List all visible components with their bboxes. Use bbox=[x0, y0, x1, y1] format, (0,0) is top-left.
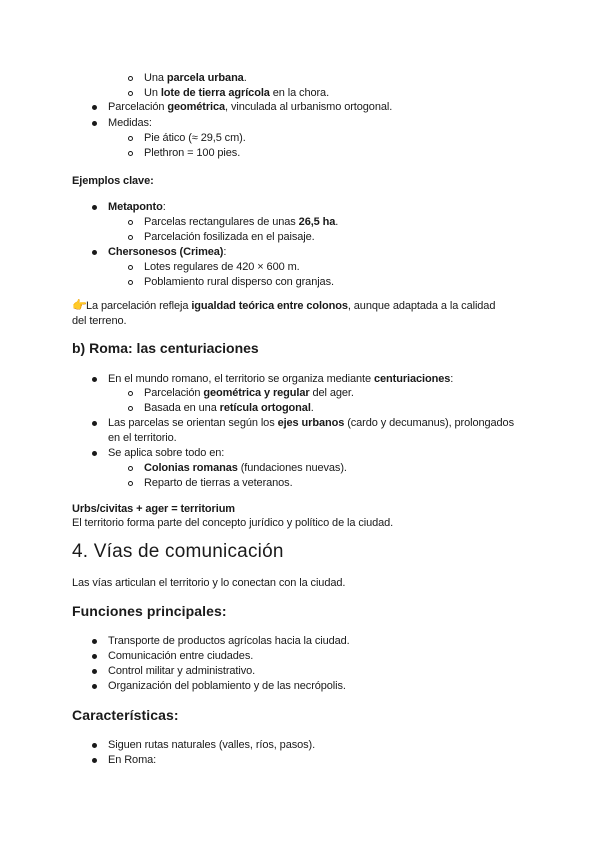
list-item: Transporte de productos agrícolas hacia la ciudad. bbox=[108, 635, 350, 647]
list-item: En Roma: bbox=[108, 754, 157, 766]
bullet bbox=[92, 451, 97, 456]
paragraph-line: La parcelación refleja igualdad teórica entre colonos, aunque adaptada a la calidad bbox=[86, 300, 496, 312]
bullet bbox=[92, 421, 97, 426]
list-item-continuation: en el territorio. bbox=[108, 432, 177, 444]
list-item: Parcelación fosilizada en el paisaje. bbox=[144, 231, 315, 243]
list-item: Parcelación geométrica, vinculada al urbanismo ortogonal. bbox=[108, 101, 393, 113]
pointing-hand-icon: 👉 bbox=[72, 298, 87, 312]
list-item: Un lote de tierra agrícola en la chora. bbox=[144, 87, 330, 99]
sub-bullet bbox=[128, 481, 133, 486]
sub-bullet bbox=[128, 406, 133, 411]
sub-bullet bbox=[128, 280, 133, 285]
bullet bbox=[92, 639, 97, 644]
sub-bullet bbox=[128, 91, 133, 96]
list-item: En el mundo romano, el territorio se organiza mediante centuriaciones: bbox=[108, 373, 454, 385]
list-item: Basada en una retícula ortogonal. bbox=[144, 402, 314, 414]
list-item: Medidas: bbox=[108, 117, 152, 129]
bullet bbox=[92, 654, 97, 659]
paragraph-line: El territorio forma parte del concepto jurídico y político de la ciudad. bbox=[72, 517, 394, 529]
subsection-heading: Funciones principales: bbox=[72, 603, 227, 619]
sub-bullet bbox=[128, 220, 133, 225]
list-item: Plethron = 100 pies. bbox=[144, 147, 241, 159]
sub-bullet bbox=[128, 466, 133, 471]
list-item: Poblamiento rural disperso con granjas. bbox=[144, 276, 334, 288]
list-item: Chersonesos (Crimea): bbox=[108, 246, 227, 258]
list-item: Parcelas rectangulares de unas 26,5 ha. bbox=[144, 216, 339, 228]
chapter-heading: 4. Vías de comunicación bbox=[72, 541, 284, 562]
list-item: Se aplica sobre todo en: bbox=[108, 447, 225, 459]
formula-line: Urbs/civitas + ager = territorium bbox=[72, 503, 235, 515]
list-item: Lotes regulares de 420 × 600 m. bbox=[144, 261, 300, 273]
list-item: Siguen rutas naturales (valles, ríos, pasos). bbox=[108, 739, 316, 751]
subsection-heading: Características: bbox=[72, 707, 179, 723]
list-item: Organización del poblamiento y de las necrópolis. bbox=[108, 680, 346, 692]
section-label: Ejemplos clave: bbox=[72, 175, 154, 187]
list-item: Reparto de tierras a veteranos. bbox=[144, 477, 293, 489]
list-item: Control militar y administrativo. bbox=[108, 665, 256, 677]
bullet bbox=[92, 205, 97, 210]
bullet bbox=[92, 105, 97, 110]
list-item: Comunicación entre ciudades. bbox=[108, 650, 254, 662]
sub-bullet bbox=[128, 76, 133, 81]
sub-bullet bbox=[128, 391, 133, 396]
bullet bbox=[92, 377, 97, 382]
paragraph-line: del terreno. bbox=[72, 315, 127, 327]
list-item: Metaponto: bbox=[108, 201, 166, 213]
sub-bullet bbox=[128, 136, 133, 141]
section-heading: b) Roma: las centuriaciones bbox=[72, 340, 259, 356]
list-item: Las parcelas se orientan según los ejes urbanos (cardo y decumanus), prolongados bbox=[108, 417, 514, 429]
sub-bullet bbox=[128, 265, 133, 270]
sub-bullet bbox=[128, 151, 133, 156]
paragraph-line: Las vías articulan el territorio y lo conectan con la ciudad. bbox=[72, 577, 346, 589]
list-item: Colonias romanas (fundaciones nuevas). bbox=[144, 462, 347, 474]
bullet bbox=[92, 669, 97, 674]
list-item: Pie ático (≈ 29,5 cm). bbox=[144, 132, 246, 144]
bullet bbox=[92, 743, 97, 748]
bullet bbox=[92, 684, 97, 689]
sub-bullet bbox=[128, 235, 133, 240]
bullet bbox=[92, 758, 97, 763]
list-item: Una parcela urbana. bbox=[144, 72, 247, 84]
bullet bbox=[92, 250, 97, 255]
bullet bbox=[92, 121, 97, 126]
list-item: Parcelación geométrica y regular del ager. bbox=[144, 387, 354, 399]
